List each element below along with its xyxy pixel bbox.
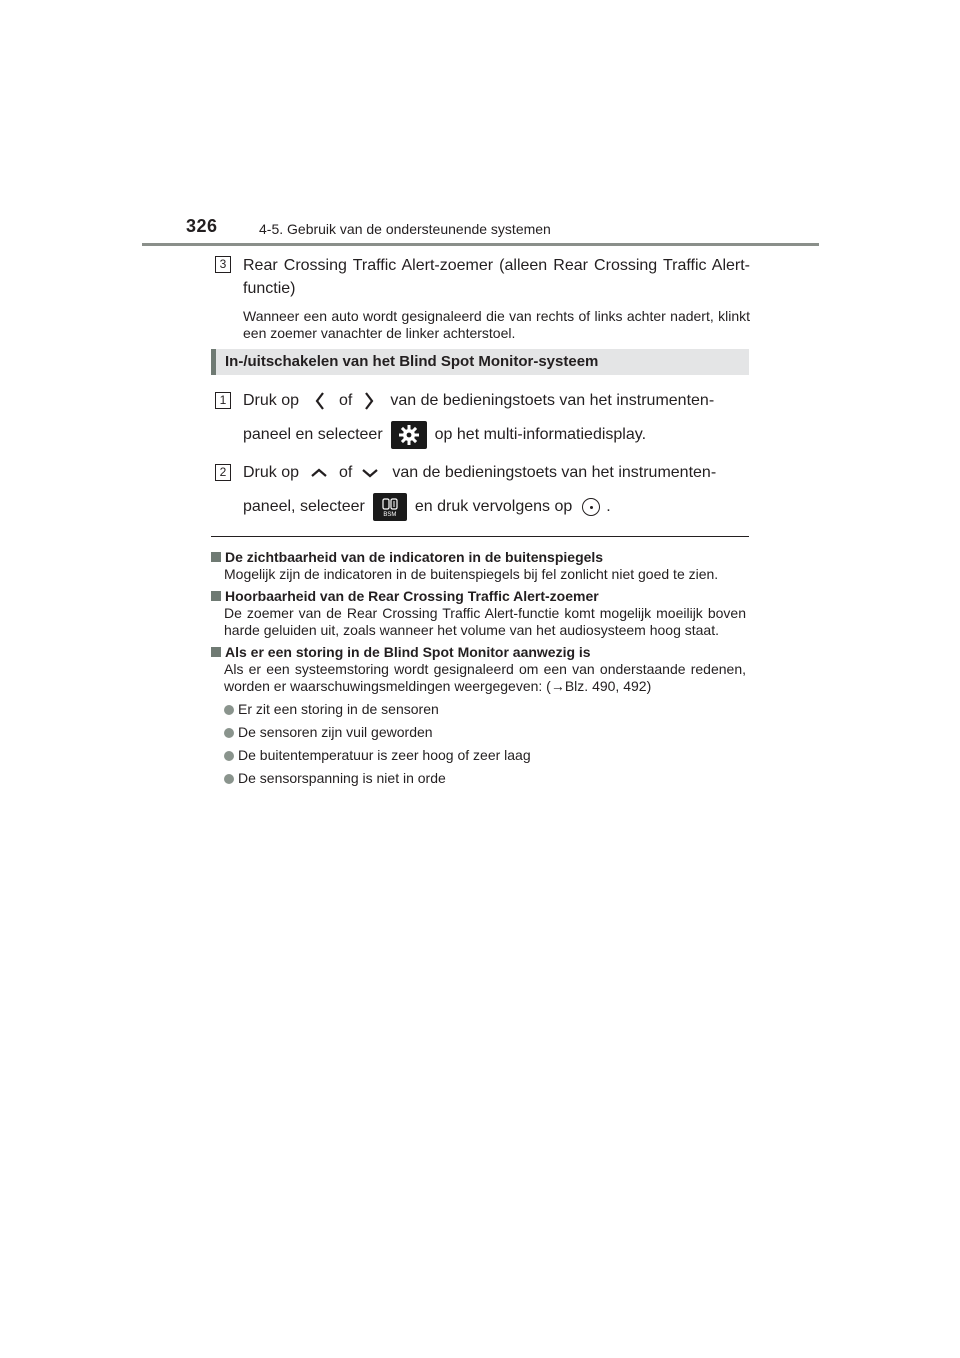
step-badge-2: 2 bbox=[215, 464, 231, 481]
step-1-line-1 bbox=[243, 384, 750, 418]
bullet-icon bbox=[224, 728, 234, 738]
list-item-text: Er zit een storing in de sensoren bbox=[238, 701, 439, 717]
chevron-right-icon bbox=[362, 390, 376, 412]
list-item bbox=[224, 747, 746, 764]
item-3-block bbox=[215, 254, 750, 342]
item-3-title: Rear Crossing Traffic Alert-zoemer (alleen Rear Crossing Traffic Alert-functie) bbox=[243, 257, 750, 297]
bullet-icon bbox=[224, 705, 234, 715]
note-body-2: De zoemer van de Rear Crossing Traffic Alert-functie komt mogelijk moeilijk boven harde geluiden uit, zoals wanneer het volume van het audiosysteem hoog staat. bbox=[224, 605, 746, 638]
step-1-text-b: of bbox=[339, 392, 353, 409]
step-2-text-a: Druk op bbox=[243, 464, 300, 481]
section-heading: In-/uitschakelen van het Blind Spot Monitor-systeem bbox=[211, 349, 749, 375]
step-1-block bbox=[215, 384, 750, 452]
notes-section bbox=[211, 544, 746, 787]
square-bullet-icon bbox=[211, 647, 221, 657]
note-heading-text: De zichtbaarheid van de indicatoren in de buitenspiegels bbox=[225, 549, 604, 565]
step-2-text-d: paneel, selecteer bbox=[243, 498, 365, 515]
step-2-text-f: . bbox=[606, 498, 611, 515]
chevron-left-icon bbox=[313, 390, 327, 412]
step-1-text-e: op het multi-informatiedisplay. bbox=[434, 426, 647, 443]
note-body-3: Als er een systeemstoring wordt gesignaleerd om een van onderstaande redenen, worden er waarschuwingsmeldingen weergegeven: (→Blz. 490, 492) bbox=[224, 661, 746, 694]
list-item bbox=[224, 701, 746, 718]
chevron-up-icon bbox=[309, 466, 329, 480]
section-title: 4-5. Gebruik van de ondersteunende systemen bbox=[259, 221, 551, 237]
list-item-text: De buitentemperatuur is zeer hoog of zeer laag bbox=[238, 747, 531, 763]
bullet-icon bbox=[224, 774, 234, 784]
note-heading-3 bbox=[211, 643, 746, 661]
ok-button-icon bbox=[582, 498, 600, 516]
bullet-icon bbox=[224, 751, 234, 761]
note-heading-1 bbox=[211, 548, 746, 566]
header-divider bbox=[142, 243, 819, 246]
list-item bbox=[224, 724, 746, 741]
step-1-text-a: Druk op bbox=[243, 392, 300, 409]
step-2-block bbox=[215, 456, 750, 524]
note-heading-text: Als er een storing in de Blind Spot Monitor aanwezig is bbox=[225, 644, 591, 660]
list-item bbox=[224, 770, 746, 787]
step-2-text-b: of bbox=[339, 464, 353, 481]
square-bullet-icon bbox=[211, 591, 221, 601]
step-2-text-e: en druk vervolgens op bbox=[414, 498, 573, 515]
step-1-text-c: van de bedieningstoets van het instrumenten- bbox=[390, 392, 715, 409]
step-badge-1: 1 bbox=[215, 392, 231, 409]
page-number: 326 bbox=[186, 216, 218, 236]
notes-divider bbox=[211, 536, 749, 537]
list-item-text: De sensorspanning is niet in orde bbox=[238, 770, 446, 786]
list-item-text: De sensoren zijn vuil geworden bbox=[238, 724, 433, 740]
step-2-text-c: van de bedieningstoets van het instrumenten- bbox=[392, 464, 717, 481]
note-heading-text: Hoorbaarheid van de Rear Crossing Traffic Alert-zoemer bbox=[225, 588, 599, 604]
step-1-text-d: paneel en selecteer bbox=[243, 426, 383, 443]
item-3-description: Wanneer een auto wordt gesignaleerd die van rechts of links achter nadert, klinkt een zoemer vanachter de linker achterstoel. bbox=[243, 308, 750, 341]
step-2-line-2 bbox=[243, 490, 750, 524]
gear-icon bbox=[391, 421, 427, 449]
step-1-line-2 bbox=[243, 418, 750, 452]
step-badge-3: 3 bbox=[215, 256, 231, 273]
chevron-down-icon bbox=[360, 466, 380, 480]
square-bullet-icon bbox=[211, 552, 221, 562]
step-2-line-1 bbox=[243, 456, 750, 490]
note-body-1: Mogelijk zijn de indicatoren in de buitenspiegels bij fel zonlicht niet goed te zien. bbox=[224, 566, 719, 582]
bsm-icon bbox=[373, 493, 407, 521]
bsm-label: BSM bbox=[383, 511, 397, 518]
note-heading-2 bbox=[211, 587, 746, 605]
